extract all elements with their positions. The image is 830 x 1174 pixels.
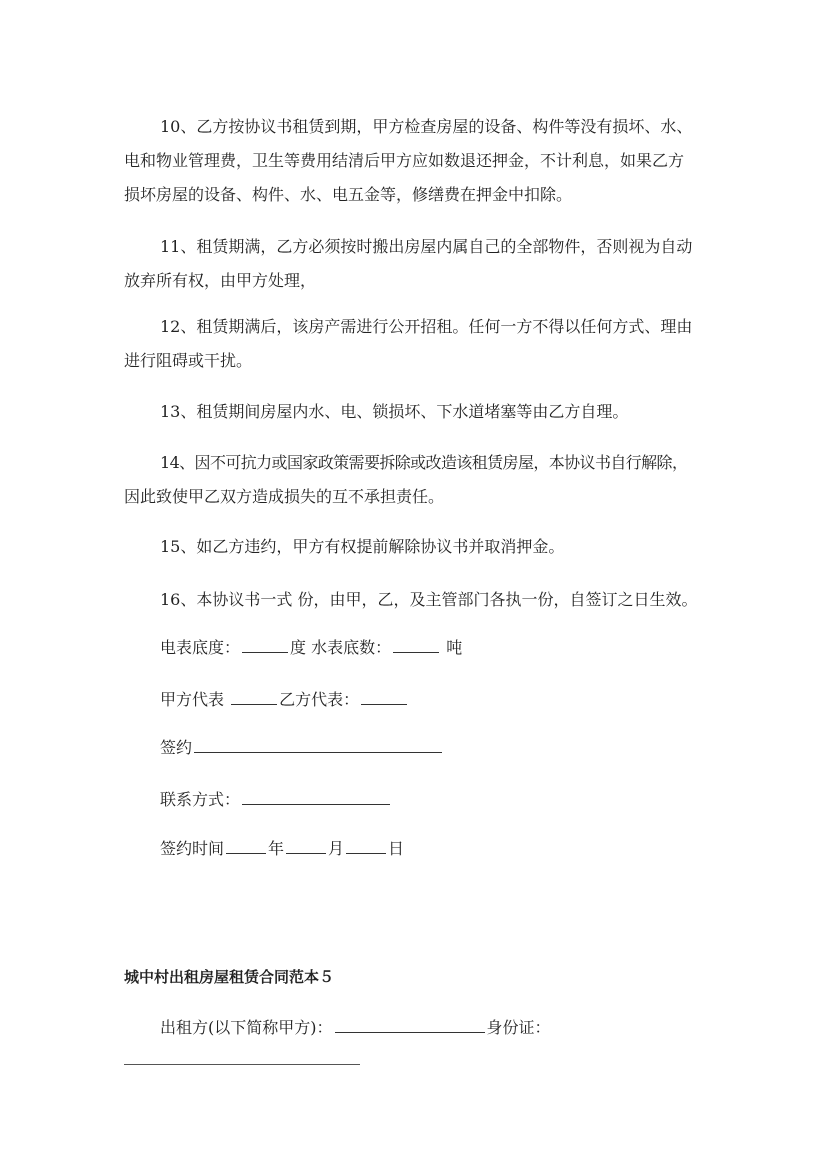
contact-row (124, 783, 714, 817)
clause-line: 进行阻碍或干扰。 (124, 351, 253, 370)
meter-elec-unit: 度 (290, 638, 307, 657)
sign-date-row (124, 832, 714, 866)
day-label: 日 (388, 839, 405, 858)
party-a-rep-field[interactable] (231, 686, 277, 705)
lessor-label: 出租方(以下简称甲方)： (160, 1018, 333, 1037)
clause-line: 损坏房屋的设备、构件、水、电五金等，修缮费在押金中扣除。 (124, 185, 573, 204)
month-label: 月 (328, 839, 345, 858)
contact-field[interactable] (242, 786, 390, 805)
clause-12 (124, 310, 714, 378)
sign-label: 签约 (160, 738, 193, 757)
representatives (124, 683, 714, 717)
clause-line: 10、乙方按协议书租赁到期，甲方检查房屋的设备、构件等没有损坏、水、 (160, 117, 693, 136)
sign-date-label: 签约时间 (160, 839, 225, 858)
lessor-field[interactable] (335, 1014, 485, 1033)
clause-line: 电和物业管理费，卫生等费用结清后甲方应如数退还押金，不计利息，如果乙方 (124, 151, 685, 170)
id-card-field[interactable] (124, 1064, 360, 1065)
lessor-row (124, 1011, 714, 1045)
clause-11 (124, 230, 714, 298)
clause-line: 14、因不可抗力或国家政策需要拆除或改造该租赁房屋，本协议书自行解除， (160, 453, 688, 472)
party-a-rep-label: 甲方代表 (160, 690, 225, 709)
signature-row (124, 731, 714, 765)
clause-15 (124, 530, 714, 564)
id-card-label: 身份证： (486, 1018, 551, 1037)
party-b-rep-field[interactable] (361, 686, 407, 705)
clause-line: 放弃所有权，由甲方处理， (124, 271, 317, 290)
clause-14 (124, 446, 714, 514)
year-field[interactable] (226, 835, 266, 854)
meter-water-label: 水表底数： (311, 638, 392, 657)
contact-label: 联系方式： (160, 790, 241, 809)
clause-10 (124, 110, 714, 212)
section-heading: 城中村出租房屋租赁合同范本５ (124, 968, 335, 986)
clause-line: 13、租赁期间房屋内水、电、锁损坏、下水道堵塞等由乙方自理。 (160, 402, 629, 421)
party-b-rep-label: 乙方代表： (279, 690, 360, 709)
clause-line: 12、租赁期满后，该房产需进行公开招租。任何一方不得以任何方式、理由 (160, 317, 693, 336)
meter-elec-field[interactable] (242, 634, 288, 653)
clause-line: 16、本协议书一式 份，由甲，乙，及主管部门各执一份，自签订之日生效。 (160, 590, 698, 609)
month-field[interactable] (286, 835, 326, 854)
meter-readings (124, 631, 714, 665)
meter-water-unit: 吨 (446, 638, 463, 657)
sign-field[interactable] (194, 734, 442, 753)
meter-elec-label: 电表底度： (160, 638, 241, 657)
clause-16 (124, 583, 714, 617)
meter-water-field[interactable] (393, 634, 439, 653)
clause-13 (124, 395, 714, 429)
clause-line: 15、如乙方违约，甲方有权提前解除协议书并取消押金。 (160, 537, 565, 556)
year-label: 年 (268, 839, 285, 858)
day-field[interactable] (346, 835, 386, 854)
clause-line: 11、租赁期满，乙方必须按时搬出房屋内属自己的全部物件，否则视为自动 (160, 237, 693, 256)
clause-line: 因此致使甲乙双方造成损失的互不承担责任。 (124, 487, 445, 506)
